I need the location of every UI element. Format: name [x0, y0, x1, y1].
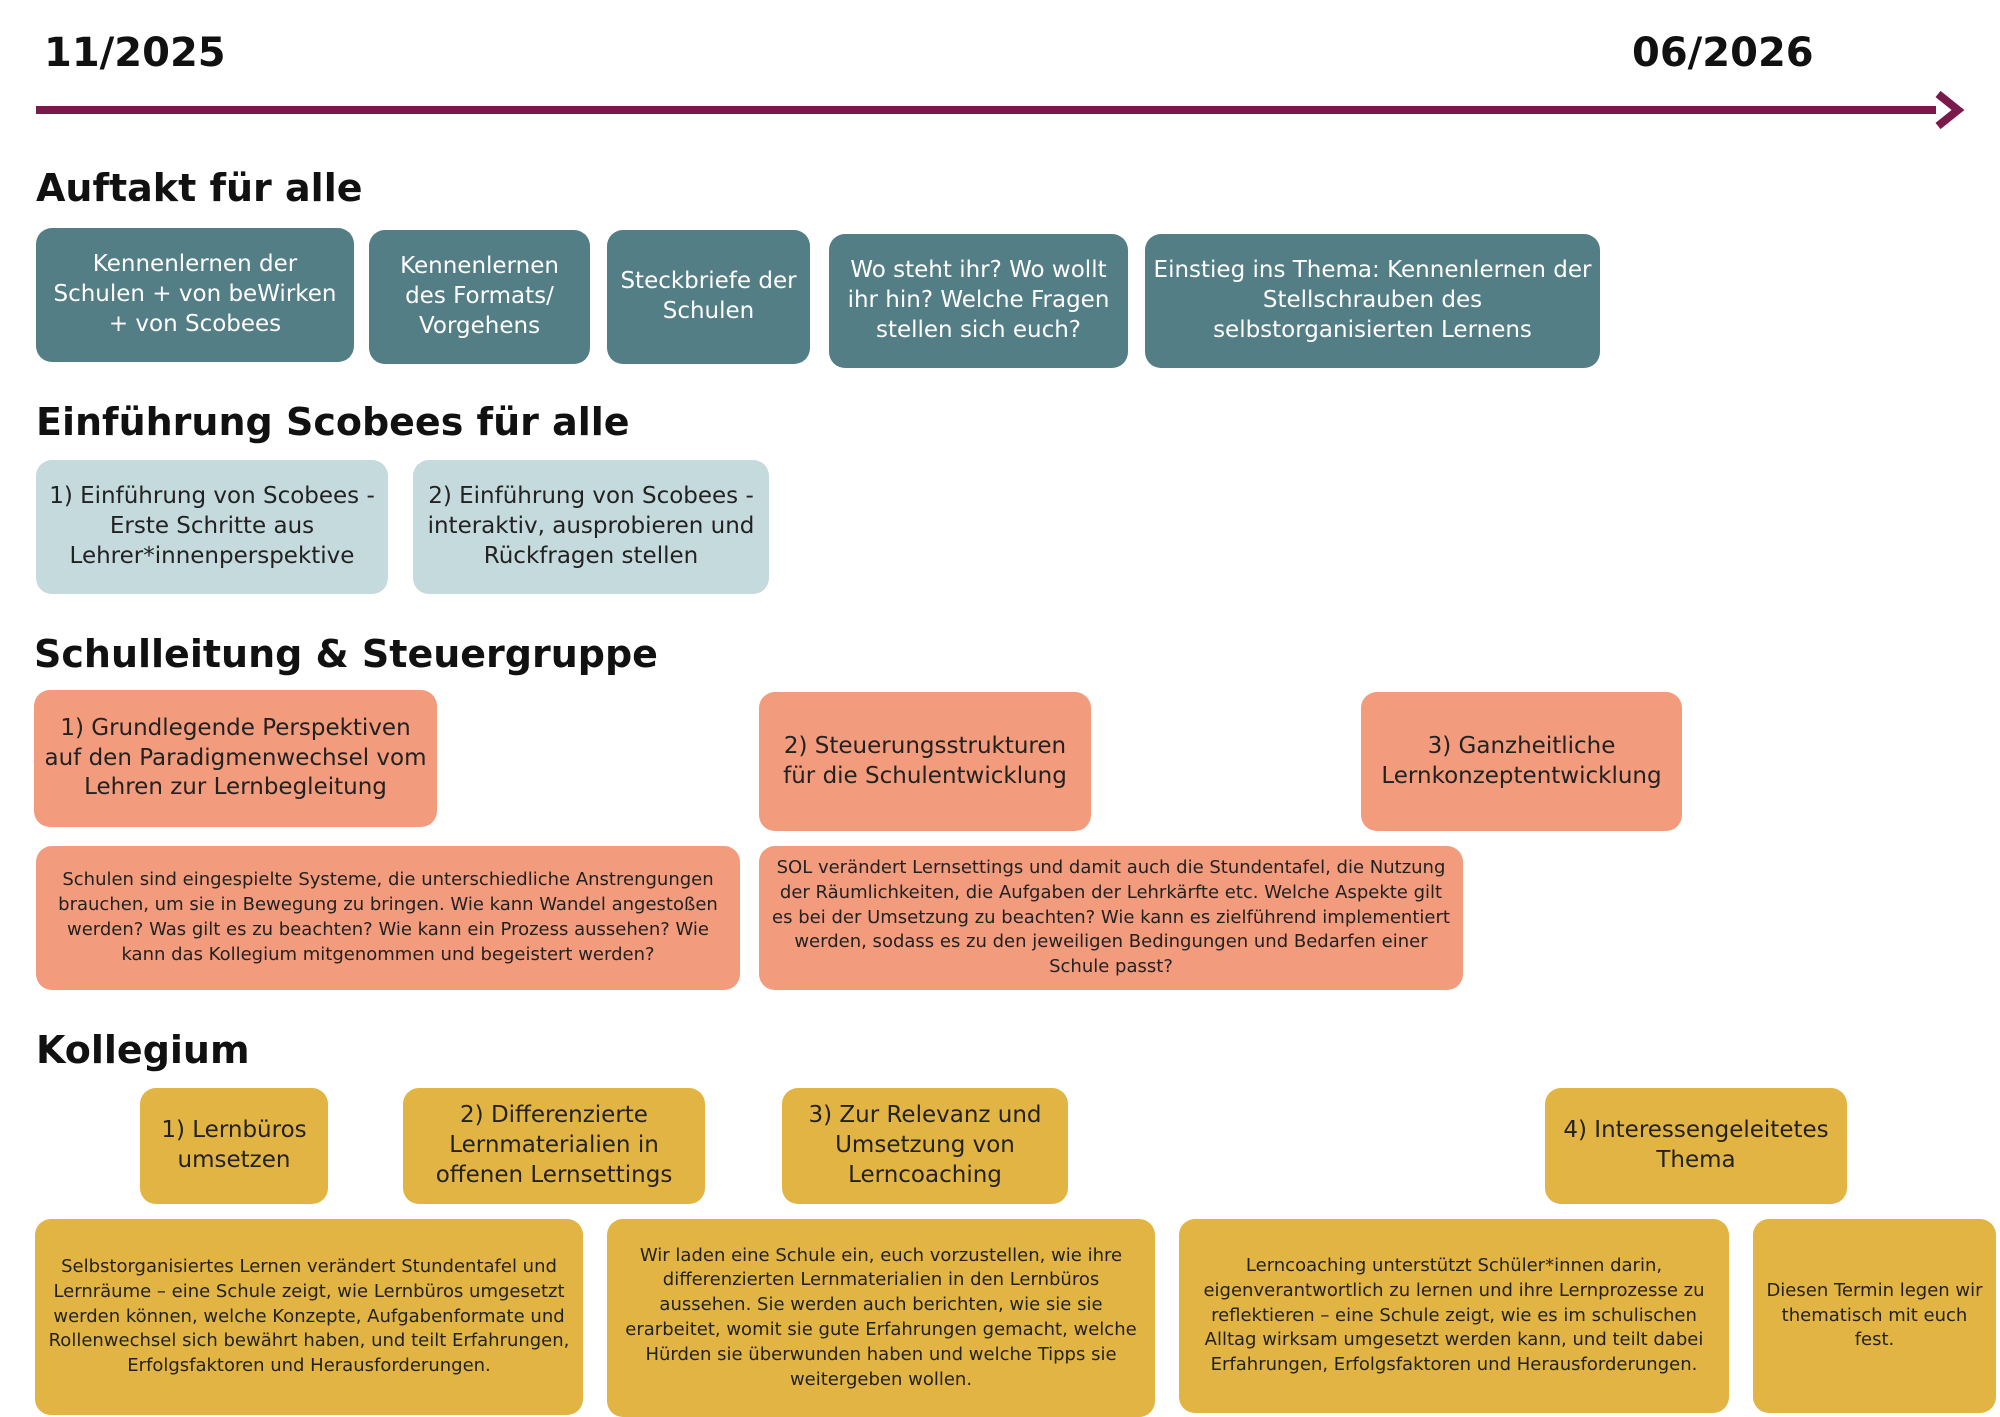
auftakt-box-steckbriefe: Steckbriefe der Schulen [607, 230, 810, 364]
kollegium-box-lernmaterialien: 2) Differenzierte Lernmaterialien in offenen Lernsettings [403, 1088, 705, 1204]
timeline-end-date: 06/2026 [1632, 30, 1814, 76]
section-title-schulleitung: Schulleitung & Steuergruppe [34, 632, 658, 676]
kollegium-box-interessengeleitet: 4) Interessengeleitetes Thema [1545, 1088, 1847, 1204]
auftakt-box-kennenlernen-schulen: Kennenlernen der Schulen + von beWirken + von Scobees [36, 228, 354, 362]
section-title-auftakt: Auftakt für alle [36, 166, 363, 210]
kollegium-description-3: Lerncoaching unterstützt Schüler*innen darin, eigenverantwortlich zu lernen und ihre Lernprozesse zu reflektieren – eine Schule zeigt, wie es im schulischen Alltag wirksam umgesetzt werden kann, und teilt dabei Erfahrungen, Erfolgsfaktoren und Herausforderungen. [1179, 1219, 1729, 1413]
schulleitung-box-paradigmenwechsel: 1) Grundlegende Perspektiven auf den Paradigmenwechsel vom Lehren zur Lernbegleitung [34, 690, 437, 827]
timeline-arrow [36, 90, 1976, 130]
section-title-einfuehrung: Einführung Scobees für alle [36, 400, 630, 444]
timeline-arrowhead [1938, 94, 1958, 126]
auftakt-box-einstieg-thema: Einstieg ins Thema: Kennenlernen der Stellschrauben des selbstorganisierten Lernens [1145, 234, 1600, 368]
kollegium-box-lerncoaching: 3) Zur Relevanz und Umsetzung von Lerncoaching [782, 1088, 1068, 1204]
auftakt-box-kennenlernen-format: Kennenlernen des Formats/ Vorgehens [369, 230, 590, 364]
schulleitung-box-lernkonzeptentwicklung: 3) Ganzheitliche Lernkonzeptentwicklung [1361, 692, 1682, 831]
timeline-start-date: 11/2025 [44, 30, 226, 76]
kollegium-description-2: Wir laden eine Schule ein, euch vorzustellen, wie ihre differenzierten Lernmaterialien in den Lernbüros aussehen. Sie werden auch berichten, wie sie sie erarbeitet, womit sie gute Erfahrungen gemacht, welche Hürden sie überwunden haben und welche Tipps sie weitergeben wollen. [607, 1219, 1155, 1417]
kollegium-box-lernbueros: 1) Lernbüros umsetzen [140, 1088, 328, 1204]
kollegium-description-1: Selbstorganisiertes Lernen verändert Stundentafel und Lernräume – eine Schule zeigt, wie Lernbüros umgesetzt werden können, welche Konzepte, Aufgabenformate und Rollenwechsel sich bewährt haben, und teilt Erfahrungen, Erfolgsfaktoren und Herausforderungen. [35, 1219, 583, 1415]
schulleitung-description-2: SOL verändert Lernsettings und damit auch die Stundentafel, die Nutzung der Räumlichkeiten, die Aufgaben der Lehrkärfte etc. Welche Aspekte gilt es bei der Umsetzung zu beachten? Wie kann es zielführend implementiert werden, sodass es zu den jeweiligen Bedingungen und Bedarfen einer Schule passt? [759, 846, 1463, 990]
einfuehrung-box-erste-schritte: 1) Einführung von Scobees - Erste Schritte aus Lehrer*innenperspektive [36, 460, 388, 594]
schulleitung-box-steuerungsstrukturen: 2) Steuerungsstrukturen für die Schulentwicklung [759, 692, 1091, 831]
section-title-kollegium: Kollegium [36, 1028, 250, 1072]
einfuehrung-box-interaktiv: 2) Einführung von Scobees - interaktiv, ausprobieren und Rückfragen stellen [413, 460, 769, 594]
schulleitung-description-1: Schulen sind eingespielte Systeme, die unterschiedliche Anstrengungen brauchen, um sie in Bewegung zu bringen. Wie kann Wandel angestoßen werden? Was gilt es zu beachten? Wie kann ein Prozess aussehen? Wie kann das Kollegium mitgenommen und begeistert werden? [36, 846, 740, 990]
kollegium-description-4: Diesen Termin legen wir thematisch mit euch fest. [1753, 1219, 1996, 1413]
auftakt-box-wo-steht-ihr: Wo steht ihr? Wo wollt ihr hin? Welche Fragen stellen sich euch? [829, 234, 1128, 368]
